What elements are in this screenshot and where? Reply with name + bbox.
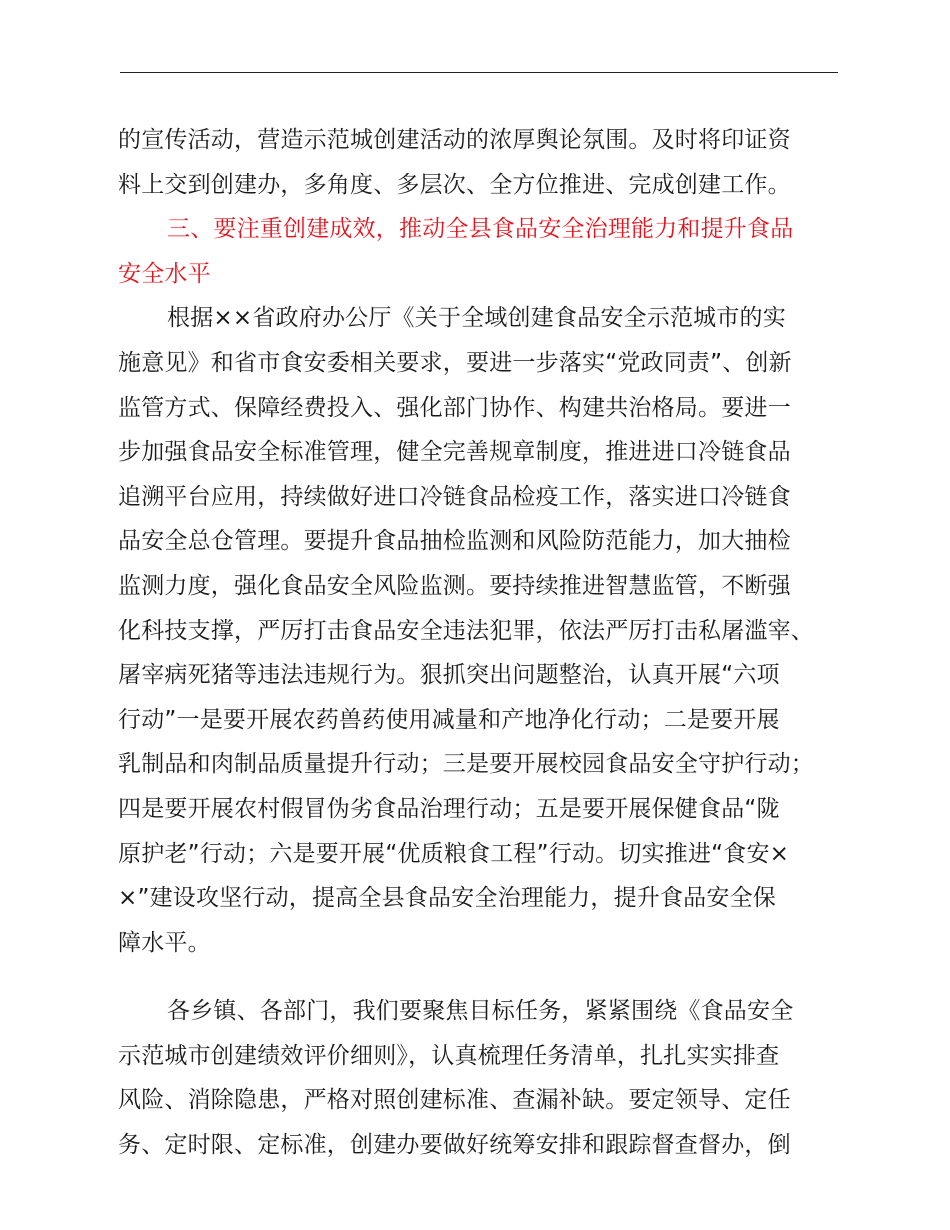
text-line: 四是要开展农村假冒伪劣食品治理行动；五是要开展保健食品“陇 — [118, 795, 780, 822]
text-line: 屠宰病死猪等违法违规行为。狠抓突出问题整治，认真开展“六项 — [118, 662, 780, 689]
text-line: 示范城市创建绩效评价细则》，认真梳理任务清单，扎扎实实排查 — [118, 1042, 780, 1069]
paragraph-tasks — [118, 989, 842, 1167]
text-line: ×”建设攻坚行动，提高全县食品安全治理能力，提升食品安全保 — [118, 885, 776, 912]
text-line: 乳制品和肉制品质量提升行动；三是要开展校园食品安全守护行动； — [118, 751, 814, 778]
text-line: 的宣传活动，营造示范城创建活动的浓厚舆论氛围。及时将印证资 — [118, 127, 791, 153]
paragraph-implementation — [118, 296, 842, 965]
header-rule — [120, 72, 838, 73]
heading-line: 安全水平 — [118, 260, 211, 287]
text-line: 料上交到创建办，多角度、多层次、全方位推进、完成创建工作。 — [118, 171, 791, 198]
text-line: 品安全总仓管理。要提升食品抽检监测和风险防范能力，加大抽检 — [118, 528, 791, 555]
heading-line: 三、要注重创建成效，推动全县食品安全治理能力和提升食品 — [167, 216, 794, 243]
text-line: 行动”一是要开展农药兽药使用减量和产地净化行动；二是要开展 — [118, 706, 780, 733]
text-line: 步加强食品安全标准管理，健全完善规章制度，推进进口冷链食品 — [118, 439, 791, 466]
paragraph-publicity — [118, 118, 842, 207]
section-heading-3 — [118, 207, 842, 296]
text-line: 追溯平台应用，持续做好进口冷链食品检疫工作，落实进口冷链食 — [118, 483, 791, 510]
text-line: 各乡镇、各部门，我们要聚焦目标任务，紧紧围绕《食品安全 — [167, 998, 794, 1025]
text-line: 监管方式、保障经费投入、强化部门协作、构建共治格局。要进一 — [118, 394, 791, 421]
text-line: 根据××省政府办公厅《关于全域创建食品安全示范城市的实 — [167, 305, 786, 332]
text-line: 化科技支撑，严厉打击食品安全违法犯罪，依法严厉打击私屠滥宰、 — [118, 617, 814, 644]
document-body — [118, 118, 842, 1168]
text-line: 原护老”行动；六是要开展“优质粮食工程”行动。切实推进“食安× — [118, 840, 790, 867]
text-line: 障水平。 — [118, 929, 211, 956]
text-line: 风险、消除隐患，严格对照创建标准、查漏补缺。要定领导、定任 — [118, 1087, 791, 1114]
text-line: 施意见》和省市食安委相关要求，要进一步落实“党政同责”、创新 — [118, 349, 792, 376]
paragraph-spacer — [118, 965, 842, 989]
text-line: 务、定时限、定标准，创建办要做好统筹安排和跟踪督查督办，倒 — [118, 1132, 791, 1159]
text-line: 监测力度，强化食品安全风险监测。要持续推进智慧监管，不断强 — [118, 572, 791, 599]
